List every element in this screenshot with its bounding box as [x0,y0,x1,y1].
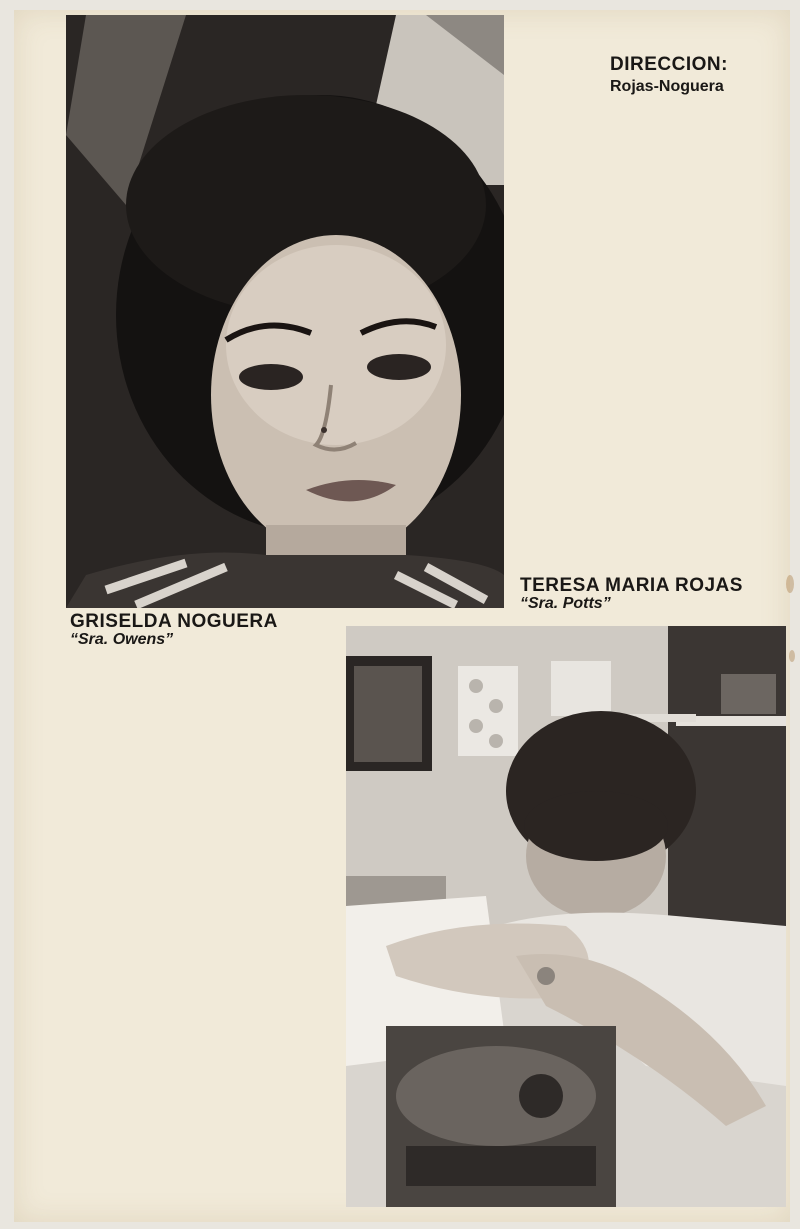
director-credit [610,54,728,96]
cast-name: TERESA MARIA ROJAS [520,575,743,596]
paper-stain [789,650,795,662]
bleed-through-text [284,770,299,808]
credit-label: DIRECCION: [610,54,728,75]
photo-teresa-maria-rojas [346,626,786,1207]
credit-value: Rojas-Noguera [610,78,724,95]
caption-teresa-maria-rojas [520,576,743,613]
caption-griselda-noguera [70,612,278,649]
cast-role: “Sra. Owens” [70,630,174,648]
cast-role: “Sra. Potts” [520,594,611,612]
paper-stain [786,575,794,593]
portrait-photo-griselda-noguera [66,15,504,608]
typewriter-scene-illustration [346,626,786,1207]
portrait-illustration [66,15,504,608]
cast-name: GRISELDA NOGUERA [70,611,278,632]
